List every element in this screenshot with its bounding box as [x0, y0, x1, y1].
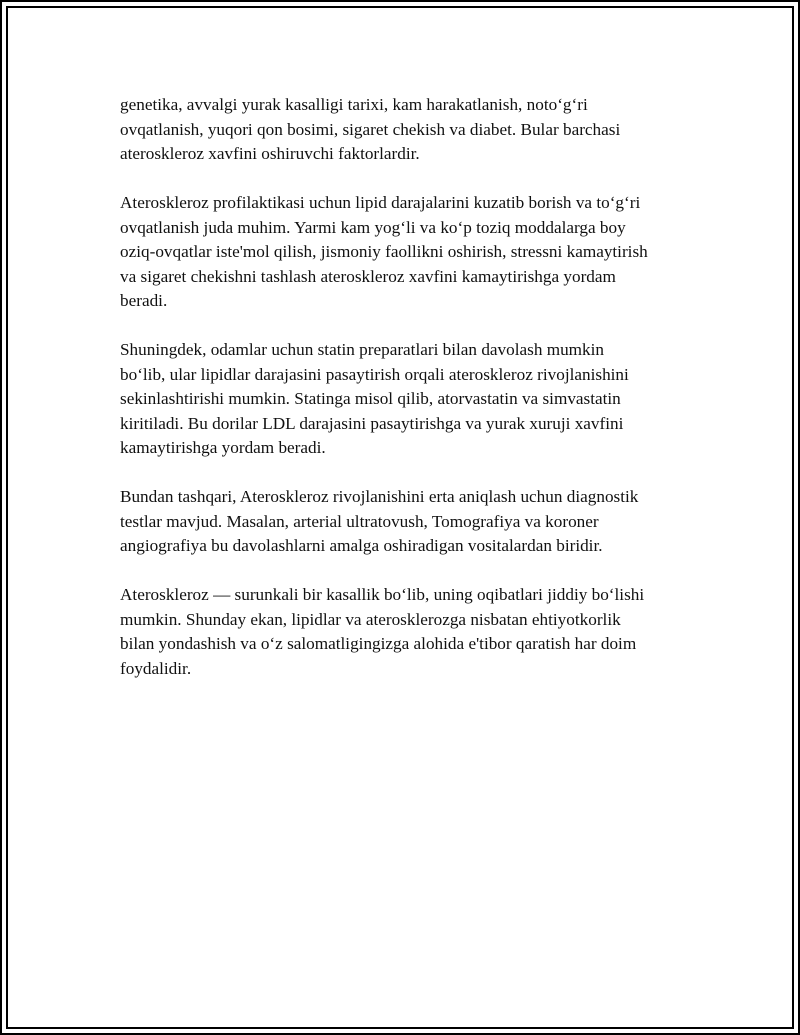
text-line: Shuningdek, odamlar uchun statin preparatlari bilan davolash mumkin [120, 340, 605, 359]
text-line: bilan yondashish va o‘z salomatligingizga alohida e'tibor qaratish har doim [120, 634, 637, 653]
document-body [120, 93, 700, 706]
paragraph-risk-factors [120, 93, 700, 167]
text-line: ovqatlanish juda muhim. Yarmi kam yog‘li va ko‘p toziq moddalarga boy [120, 217, 626, 237]
text-line: ateroskleroz xavfini oshiruvchi faktorlardir. [120, 144, 420, 163]
paragraph-conclusion [120, 583, 700, 681]
text-line: foydalidir. [120, 658, 192, 678]
text-line: angiografiya bu davolashlarni amalga oshiradigan vositalardan biridir. [120, 536, 603, 555]
text-line: Bundan tashqari, Ateroskleroz rivojlanishini erta aniqlash uchun diagnostik [120, 487, 639, 506]
paragraph-diagnostics [120, 485, 700, 559]
text-line: Ateroskleroz profilaktikasi uchun lipid darajalarini kuzatib borish va to‘g‘ri [120, 193, 641, 212]
text-line: Ateroskleroz — surunkali bir kasallik bo‘lib, uning oqibatlari jiddiy bo‘lishi [120, 585, 645, 604]
text-line: va sigaret chekishni tashlash ateroskleroz xavfini kamaytirishga yordam [120, 266, 616, 286]
paragraph-statins [120, 338, 700, 461]
text-line: genetika, avvalgi yurak kasalligi tarixi, kam harakatlanish, noto‘g‘ri [120, 95, 588, 114]
text-line: kamaytirishga yordam beradi. [120, 438, 326, 457]
text-line: bo‘lib, ular lipidlar darajasini pasaytirish orqali ateroskleroz rivojlanishini [120, 364, 629, 384]
text-line: sekinlashtirishi mumkin. Statinga misol qilib, atorvastatin va simvastatin [120, 389, 621, 408]
text-line: mumkin. Shunday ekan, lipidlar va aterosklerozga nisbatan ehtiyotkorlik [120, 609, 621, 629]
text-line: ovqatlanish, yuqori qon bosimi, sigaret chekish va diabet. Bular barchasi [120, 119, 621, 139]
text-line: kiritiladi. Bu dorilar LDL darajasini pasaytirishga va yurak xuruji xavfini [120, 413, 624, 433]
paragraph-prevention [120, 191, 700, 314]
text-line: testlar mavjud. Masalan, arterial ultratovush, Tomografiya va koroner [120, 511, 599, 531]
text-line: oziq-ovqatlar iste'mol qilish, jismoniy faollikni oshirish, stressni kamaytirish [120, 242, 648, 261]
text-line: beradi. [120, 291, 168, 310]
